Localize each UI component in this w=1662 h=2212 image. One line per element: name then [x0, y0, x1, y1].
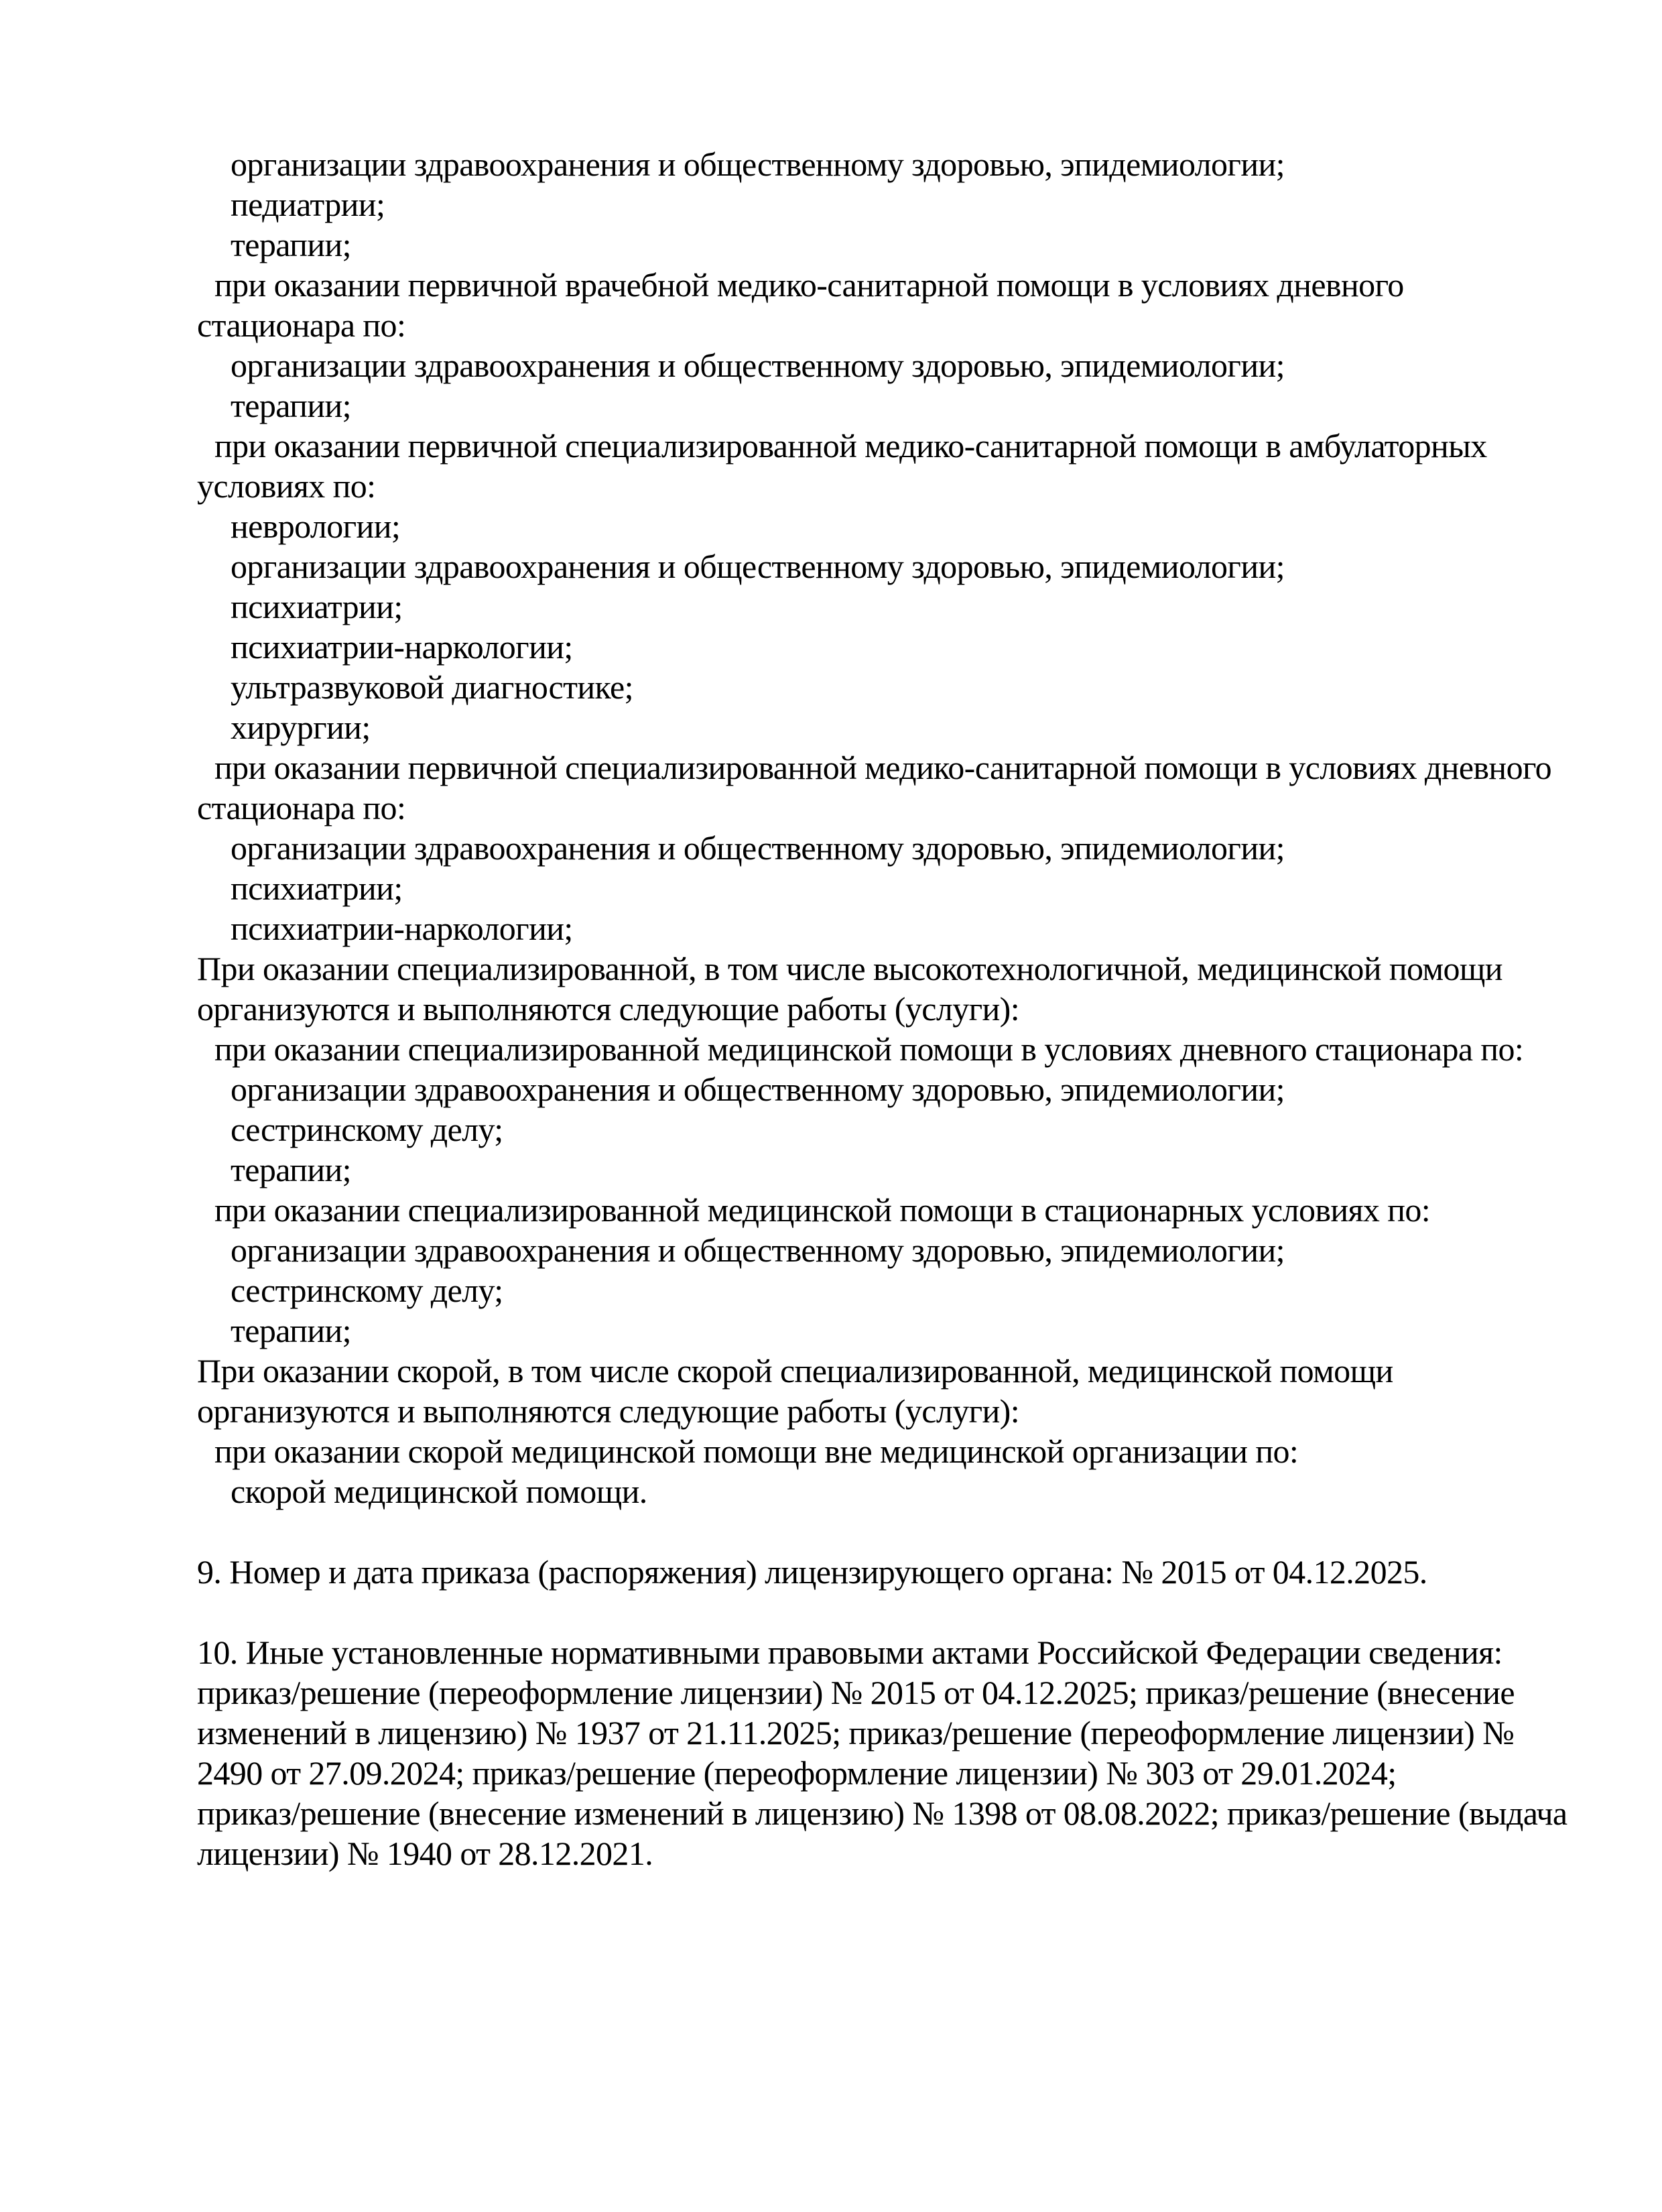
document-line: организуются и выполняются следующие работы (услуги):	[197, 990, 1020, 1028]
document-line: неврологии;	[231, 507, 401, 545]
document-line: при оказании первичной врачебной медико-санитарной помощи в условиях дневного	[214, 266, 1404, 304]
document-line: организации здравоохранения и общественному здоровью, эпидемиологии;	[231, 347, 1285, 384]
document-line: при оказании первичной специализированной медико-санитарной помощи в условиях дневного	[214, 749, 1552, 786]
document-line: организации здравоохранения и общественному здоровью, эпидемиологии;	[231, 829, 1285, 867]
document-line: При оказании специализированной, в том числе высокотехнологичной, медицинской помощи	[197, 950, 1503, 987]
document-line: приказ/решение (внесение изменений в лицензию) № 1398 от 08.08.2022; приказ/решение (выдача	[197, 1794, 1568, 1832]
document-line: терапии;	[231, 1312, 351, 1349]
document-line: приказ/решение (переоформление лицензии) № 2015 от 04.12.2025; приказ/решение (внесение	[197, 1674, 1515, 1711]
document-line: терапии;	[231, 1151, 351, 1188]
document-line: психиатрии-наркологии;	[231, 628, 573, 666]
document-line: терапии;	[231, 226, 351, 263]
document-line: организации здравоохранения и общественному здоровью, эпидемиологии;	[231, 1231, 1285, 1269]
document-line: изменений в лицензию) № 1937 от 21.11.2025; приказ/решение (переоформление лицензии) №	[197, 1714, 1515, 1752]
document-line: ультразвуковой диагностике;	[231, 668, 633, 706]
document-line: при оказании специализированной медицинской помощи в условиях дневного стационара по:	[214, 1030, 1524, 1068]
document-line: сестринскому делу;	[231, 1272, 503, 1309]
document-line: при оказании первичной специализированной медико-санитарной помощи в амбулаторных	[214, 427, 1487, 465]
document-line: стационара по:	[197, 306, 406, 344]
document-line: При оказании скорой, в том числе скорой специализированной, медицинской помощи	[197, 1352, 1393, 1390]
document-blank-line	[197, 1512, 1622, 1552]
document-text-block	[197, 144, 1622, 1873]
document-line: скорой медицинской помощи.	[231, 1473, 647, 1510]
document-line: при оказании специализированной медицинской помощи в стационарных условиях по:	[214, 1191, 1431, 1229]
document-line: терапии;	[231, 387, 351, 424]
document-line: 2490 от 27.09.2024; приказ/решение (переоформление лицензии) № 303 от 29.01.2024;	[197, 1754, 1397, 1792]
document-line: сестринскому делу;	[231, 1111, 503, 1148]
document-line: организации здравоохранения и общественному здоровью, эпидемиологии;	[231, 548, 1285, 585]
document-blank-line	[197, 1592, 1622, 1632]
document-line: условиях по:	[197, 467, 376, 505]
document-line: организации здравоохранения и общественному здоровью, эпидемиологии;	[231, 145, 1285, 183]
document-line: психиатрии;	[231, 588, 403, 625]
document-line: организации здравоохранения и общественному здоровью, эпидемиологии;	[231, 1070, 1285, 1108]
document-line: 9. Номер и дата приказа (распоряжения) лицензирующего органа: № 2015 от 04.12.2025.	[197, 1553, 1427, 1591]
document-line: психиатрии;	[231, 869, 403, 907]
document-line: педиатрии;	[231, 186, 385, 223]
document-line: хирургии;	[231, 709, 371, 746]
document-line: организуются и выполняются следующие работы (услуги):	[197, 1392, 1020, 1430]
document-line: 10. Иные установленные нормативными правовыми актами Российской Федерации сведения:	[197, 1634, 1503, 1671]
document-line: лицензии) № 1940 от 28.12.2021.	[197, 1835, 653, 1872]
document-line: психиатрии-наркологии;	[231, 910, 573, 947]
document-line: при оказании скорой медицинской помощи вне медицинской организации по:	[214, 1432, 1299, 1470]
document-line: стационара по:	[197, 789, 406, 826]
